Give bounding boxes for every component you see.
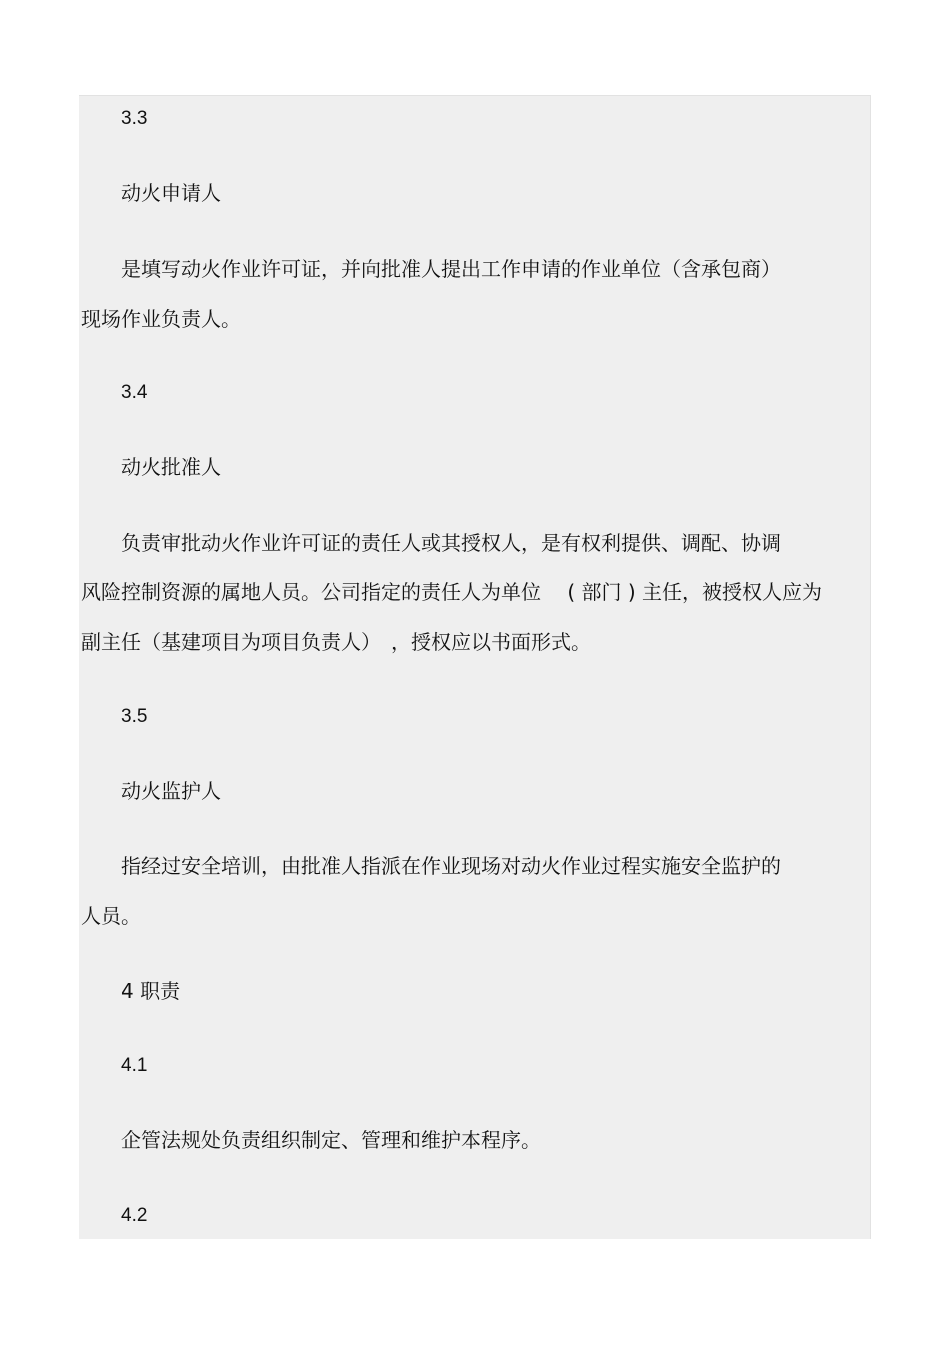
paragraph-4-1: 企管法规处负责组织制定、管理和维护本程序。 [121,1128,541,1152]
section-title-supervisor: 动火监护人 [121,779,221,803]
section-number-3-4: 3.4 [121,382,148,403]
section-title-applicant: 动火申请人 [121,181,221,205]
section-number-3-5: 3.5 [121,706,148,727]
section-title-approver: 动火批准人 [121,455,221,479]
paragraph-applicant-line-2: 现场作业负责人。 [81,307,241,331]
section-number-4-2: 4.2 [121,1205,148,1226]
section-number-4-1: 4.1 [121,1055,148,1076]
paragraph-approver-line-1: 负责审批动火作业许可证的责任人或其授权人，是有权利提供、调配、协调 [121,531,781,555]
paragraph-supervisor-line-2: 人员。 [81,904,141,928]
paragraph-applicant-line-1: 是填写动火作业许可证，并向批准人提出工作申请的作业单位（含承包商） [121,257,781,281]
section-number-3-3: 3.3 [121,108,148,129]
paragraph-supervisor-line-1: 指经过安全培训，由批准人指派在作业现场对动火作业过程实施安全监护的 [121,854,781,878]
paragraph-approver-line-2: 风险控制资源的属地人员。公司指定的责任人为单位 ( 部门 ) 主任，被授权人应为 [81,580,823,604]
section-heading-responsibilities: 4 职责 [121,979,181,1003]
paragraph-approver-line-3: 副主任（基建项目为项目负责人） ，授权应以书面形式。 [81,630,591,654]
